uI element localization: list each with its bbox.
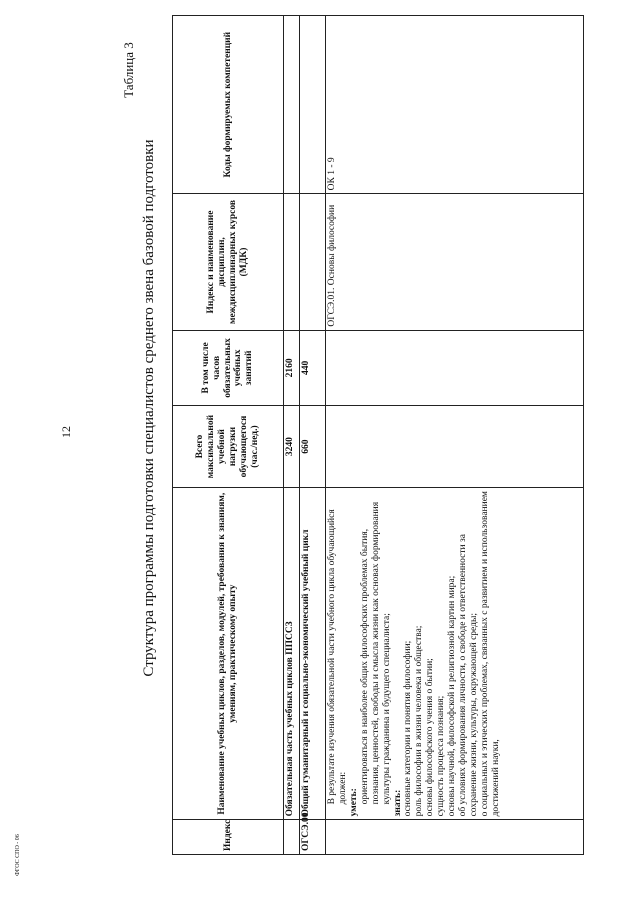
table-header-row [173,16,284,855]
table-caption: Таблица 3 [121,42,136,98]
cell-empty [284,820,300,855]
can-label: уметь: [348,788,359,817]
cell-empty [326,820,584,855]
row-ogse-max: 660 [300,406,326,488]
structure-title: Структура программы подготовки специалистов среднего звена базовой подготовки [141,139,157,677]
cell-empty [284,16,300,194]
cell-empty [284,194,300,330]
cell-empty [326,406,584,488]
can-text: ориентироваться в наиболее общих философских проблемах бытия, познания, ценностей, свободы и смысла жизни как основах формирования культуры гражданина и будущего специалиста; [359,501,392,805]
header-discipline: Индекс и наименование дисциплин, междисциплинарных курсов (МДК) [173,194,284,330]
structure-table-container [172,15,584,855]
list-item: основы философского учения о бытии; [425,658,436,817]
header-codes: Коды формируемых компетенций [173,16,284,194]
table-row [300,16,326,855]
header-obligatory: В том числе часов обязательных учебных занятий [173,330,284,406]
know-list [403,491,501,816]
row-content-discipline: ОГСЭ.01. Основы философии [326,194,584,330]
row-obligatory-hours: 2160 [284,330,300,406]
list-item: роль философии в жизни человека и общества; [414,625,425,817]
row-ogse-hours: 440 [300,330,326,406]
list-item: об условиях формирования личности, о свободе и ответственности за сохранение жизни, культуры, окружающей среды; [458,534,479,817]
cell-empty [300,194,326,330]
row-obligatory-name: Обязательная часть учебных циклов ППССЗ [284,487,300,819]
table-row [284,16,300,855]
row-content-requirements [326,487,584,819]
header-max-load: Всего максимальной учебной нагрузки обучающегося (час./нед.) [173,406,284,488]
table-row [326,16,584,855]
list-item: основы научной, философской и религиозной картин мира; [447,575,458,817]
cell-empty [326,330,584,406]
row-ogse-name: Общий гуманитарный и социально-экономический учебный цикл [300,487,326,819]
header-index: Индекс [173,820,284,855]
list-item: сущность процесса познания; [436,695,447,817]
cell-empty [300,16,326,194]
requirements-intro: В результате изучения обязательной части учебного цикла обучающийся должен: [327,509,348,805]
header-name: Наименование учебных циклов, разделов, модулей, требования к знаниям, умениям, практическому опыту [173,487,284,819]
row-obligatory-max: 3240 [284,406,300,488]
list-item: о социальных и этических проблемах, связанных с развитием и использованием достижений науки, [479,491,501,817]
list-item: основные категории и понятия философии; [403,640,414,817]
page-number: 12 [59,426,73,438]
footer-code: ФГОС СПО - 06 [15,834,21,876]
structure-table [172,15,584,855]
row-content-codes: ОК 1 - 9 [326,16,584,194]
know-label: знать: [392,789,403,817]
row-ogse-index: ОГСЭ.00 [300,820,326,855]
